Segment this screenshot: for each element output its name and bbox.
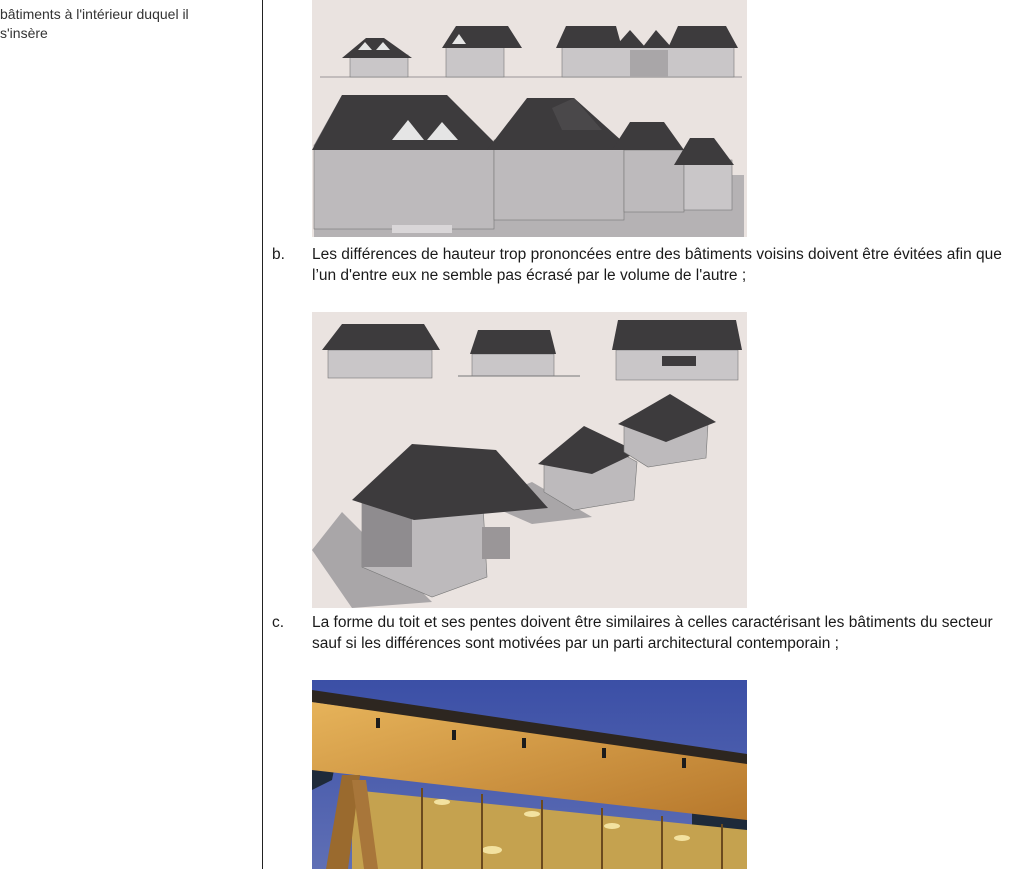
list-item-letter: c. — [272, 614, 285, 631]
list-item-text: La forme du toit et ses pentes doivent être similaires à celles caractérisant les bâtiments du secteur sauf si les différences sont motivées par un parti architectural contemporain ; — [312, 614, 993, 652]
left-column-text: bâtiments à l'intérieur duquel il s'insère — [0, 6, 189, 41]
figure-similar-houses — [312, 0, 747, 237]
list-item-c — [272, 612, 1007, 656]
left-column — [0, 0, 263, 869]
figure-height-differences — [312, 312, 747, 608]
list-item-letter: b. — [272, 246, 285, 263]
list-item-text: Les différences de hauteur trop prononcées entre des bâtiments voisins doivent être évitées afin que l’un d'entre eux ne semble pas écrasé par le volume de l'autre ; — [312, 246, 1002, 284]
list-item-b — [272, 244, 1007, 288]
figure-contemporary-roof — [312, 680, 747, 869]
